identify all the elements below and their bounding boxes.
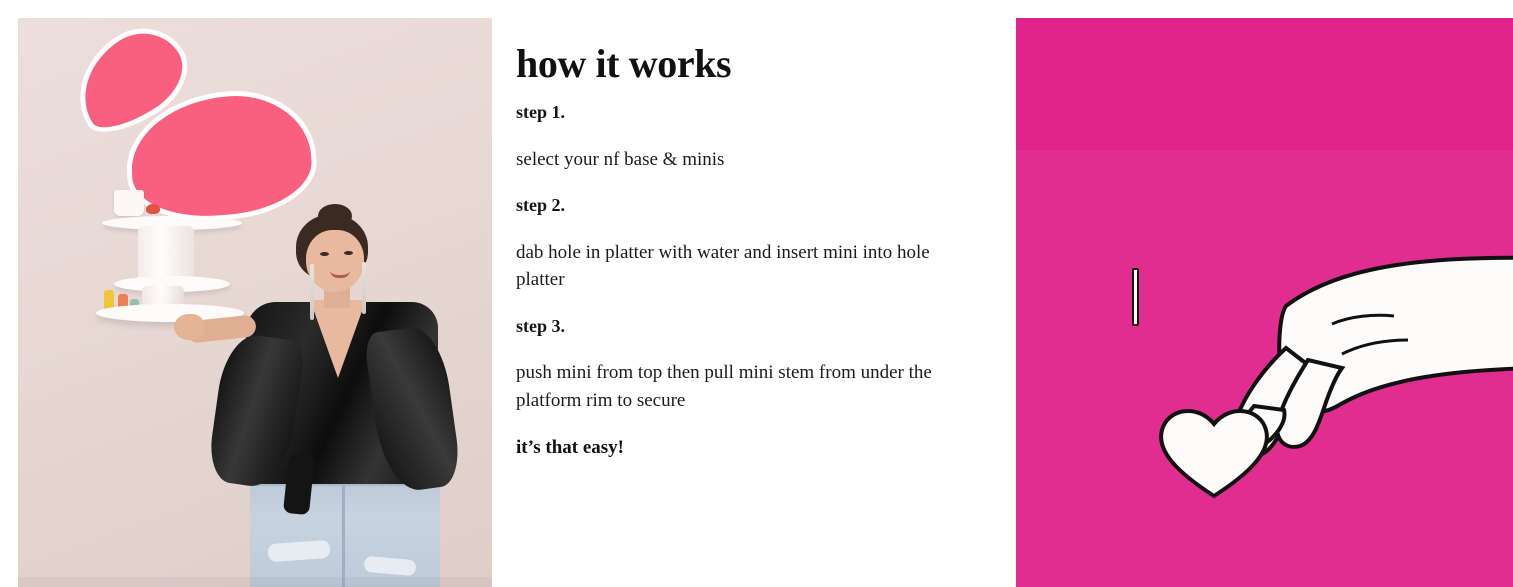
step-3-body: push mini from top then pull mini stem from under the platform rim to secure <box>516 362 932 411</box>
platter-top-cup <box>114 190 144 216</box>
step-1-body: select your nf base & minis <box>516 148 725 170</box>
magenta-top-band <box>1016 18 1513 150</box>
hand-holding-heart-icon <box>1136 228 1513 548</box>
platter-mini-red <box>146 204 160 214</box>
step-3-label: step 3. <box>516 315 565 336</box>
model-earring-left <box>310 264 314 320</box>
model-hand <box>174 314 204 340</box>
pink-bird-wall-art-icon <box>40 30 320 230</box>
product-photo <box>18 18 492 587</box>
page-title: how it works <box>516 41 732 86</box>
model-face <box>306 230 364 292</box>
step-1-label: step 1. <box>516 102 565 122</box>
hand-illustration-svg <box>1136 228 1513 548</box>
closing-line: it’s that easy! <box>516 436 624 458</box>
model-hair-bun <box>318 204 352 228</box>
model-jeans-seam <box>342 486 345 587</box>
hand-illustration-panel <box>1016 18 1513 587</box>
model-earring-right <box>362 262 366 314</box>
instructions-block <box>516 42 986 459</box>
step-2-label: step 2. <box>516 195 565 216</box>
step-2-body: dab hole in platter with water and insert mini into hole platter <box>516 241 930 291</box>
model-eye-left <box>320 252 329 256</box>
photo-floor-shadow <box>18 577 492 587</box>
model-eye-right <box>344 251 353 255</box>
